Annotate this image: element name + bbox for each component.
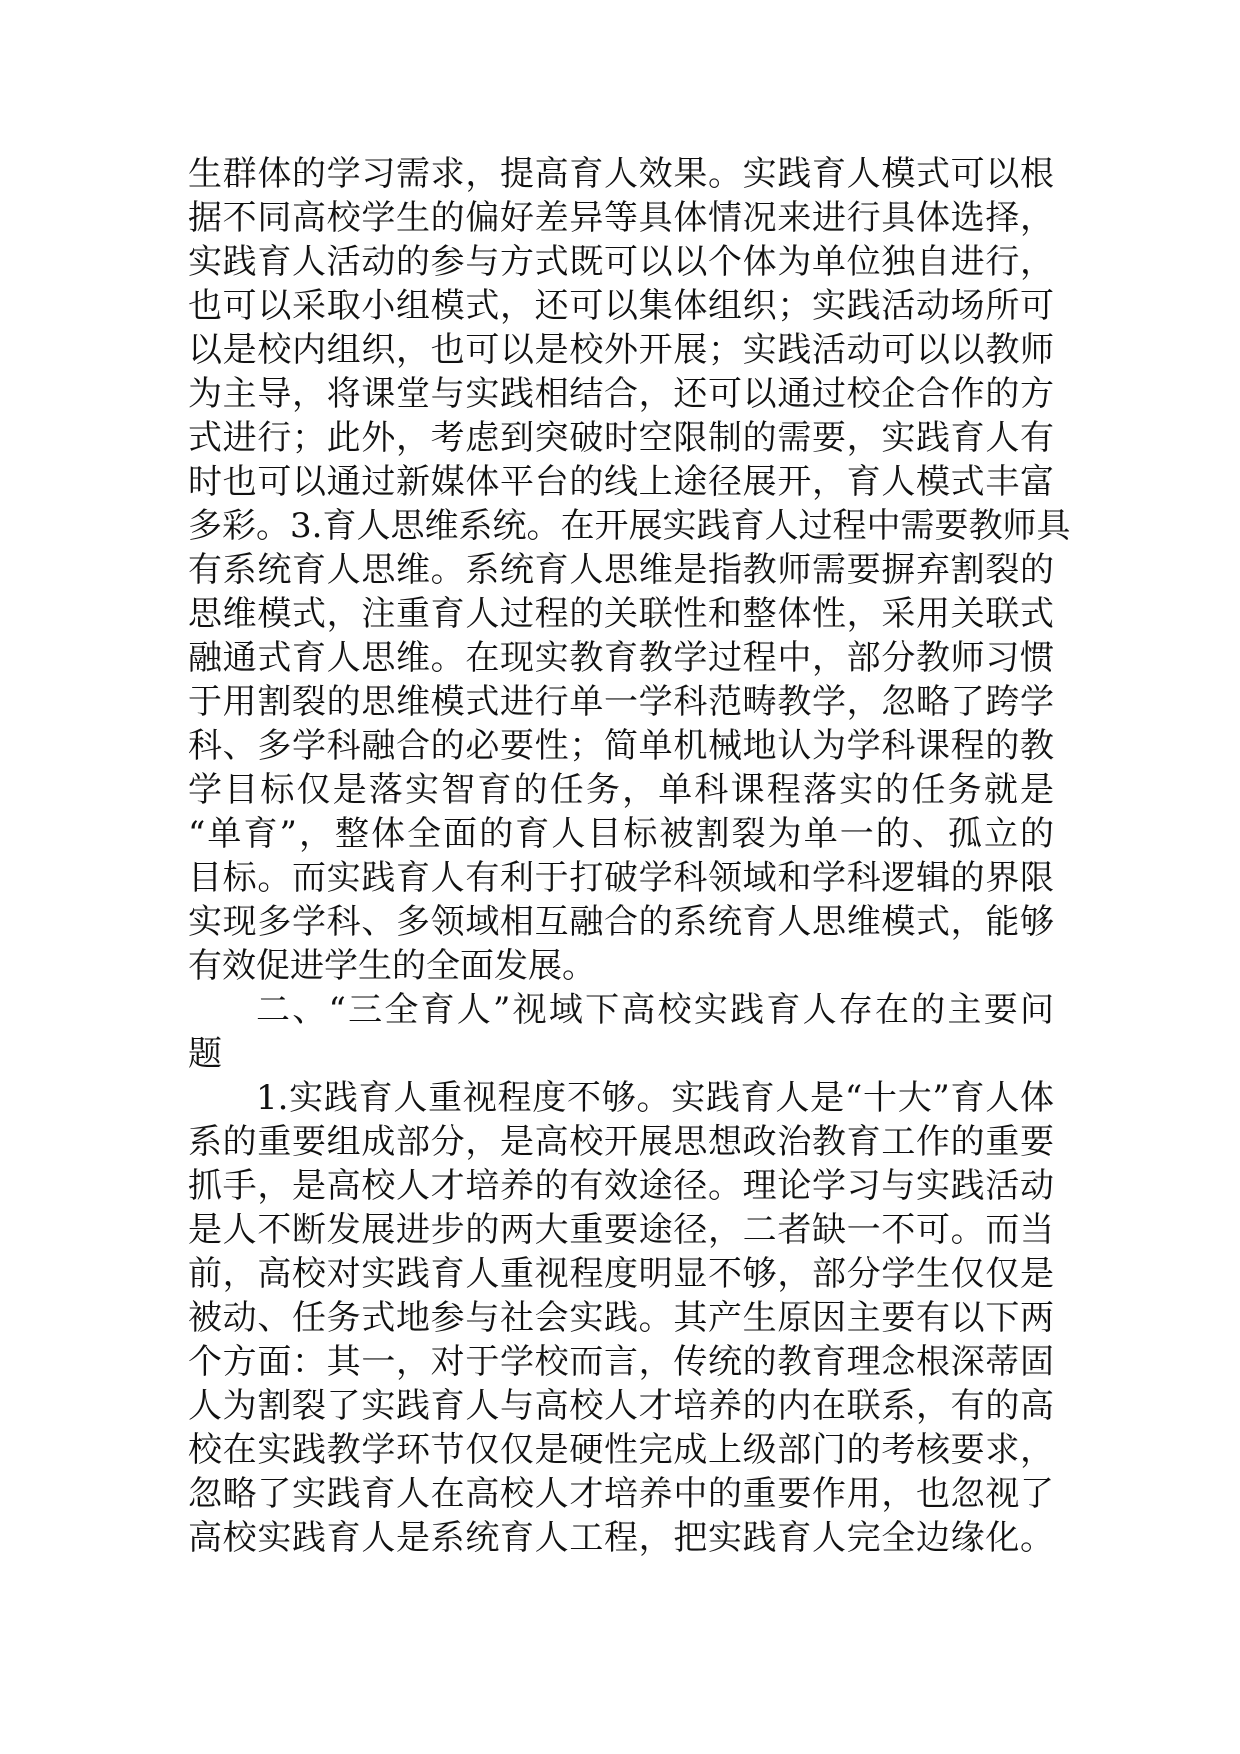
text-line: 有效促进学生的全面发展。 [188, 946, 596, 986]
text-line: 实现多学科、多领域相互融合的系统育人思维模式，能够 [188, 902, 1054, 942]
document-page [188, 152, 1071, 1560]
text-line: 1.实践育人重视程度不够。实践育人是“十大”育人体 [256, 1078, 1054, 1118]
text-line: 生群体的学习需求，提高育人效果。实践育人模式可以根 [188, 154, 1054, 194]
text-line: 科、多学科融合的必要性；简单机械地认为学科课程的教 [188, 726, 1054, 766]
text-line: 融通式育人思维。在现实教育教学过程中，部分教师习惯 [188, 638, 1054, 678]
text-line: 有系统育人思维。系统育人思维是指教师需要摒弃割裂的 [188, 550, 1054, 590]
heading-line: 二、“三全育人”视域下高校实践育人存在的主要问 [256, 990, 1054, 1030]
text-line: 校在实践教学环节仅仅是硬性完成上级部门的考核要求， [188, 1430, 1054, 1470]
text-line: 目标。而实践育人有利于打破学科领域和学科逻辑的界限 [188, 858, 1054, 898]
text-line: 据不同高校学生的偏好差异等具体情况来进行具体选择， [188, 198, 1054, 238]
paragraph-insufficient-attention [188, 1076, 1054, 1560]
text-line: 人为割裂了实践育人与高校人才培养的内在联系，有的高 [188, 1386, 1054, 1426]
text-line: 也可以采取小组模式，还可以集体组织；实践活动场所可 [188, 286, 1054, 326]
text-line: 系的重要组成部分，是高校开展思想政治教育工作的重要 [188, 1122, 1054, 1162]
text-line: 实践育人活动的参与方式既可以以个体为单位独自进行， [188, 242, 1054, 282]
section-heading [188, 988, 1054, 1076]
text-line: 前，高校对实践育人重视程度明显不够，部分学生仅仅是 [188, 1254, 1054, 1294]
text-line: “单育”，整体全面的育人目标被割裂为单一的、孤立的 [188, 814, 1054, 854]
text-line: 高校实践育人是系统育人工程，把实践育人完全边缘化。 [188, 1518, 1054, 1558]
text-line: 以是校内组织，也可以是校外开展；实践活动可以以教师 [188, 330, 1054, 370]
text-line: 被动、任务式地参与社会实践。其产生原因主要有以下两 [188, 1298, 1054, 1338]
text-line: 为主导，将课堂与实践相结合，还可以通过校企合作的方 [188, 374, 1054, 414]
paragraph-practice-education-modes [188, 152, 1071, 988]
text-line: 学目标仅是落实智育的任务，单科课程落实的任务就是 [188, 770, 1054, 810]
text-line: 时也可以通过新媒体平台的线上途径展开，育人模式丰富 [188, 462, 1054, 502]
text-line: 个方面：其一，对于学校而言，传统的教育理念根深蒂固 [188, 1342, 1054, 1382]
text-line: 式进行；此外，考虑到突破时空限制的需要，实践育人有 [188, 418, 1054, 458]
text-line: 抓手，是高校人才培养的有效途径。理论学习与实践活动 [188, 1166, 1054, 1206]
text-line: 多彩。3.育人思维系统。在开展实践育人过程中需要教师具 [188, 506, 1071, 546]
text-line: 忽略了实践育人在高校人才培养中的重要作用，也忽视了 [188, 1474, 1054, 1514]
text-line: 是人不断发展进步的两大重要途径，二者缺一不可。而当 [188, 1210, 1054, 1250]
heading-line: 题 [188, 1034, 222, 1074]
text-line: 思维模式，注重育人过程的关联性和整体性，采用关联式 [188, 594, 1054, 634]
text-line: 于用割裂的思维模式进行单一学科范畴教学，忽略了跨学 [188, 682, 1054, 722]
